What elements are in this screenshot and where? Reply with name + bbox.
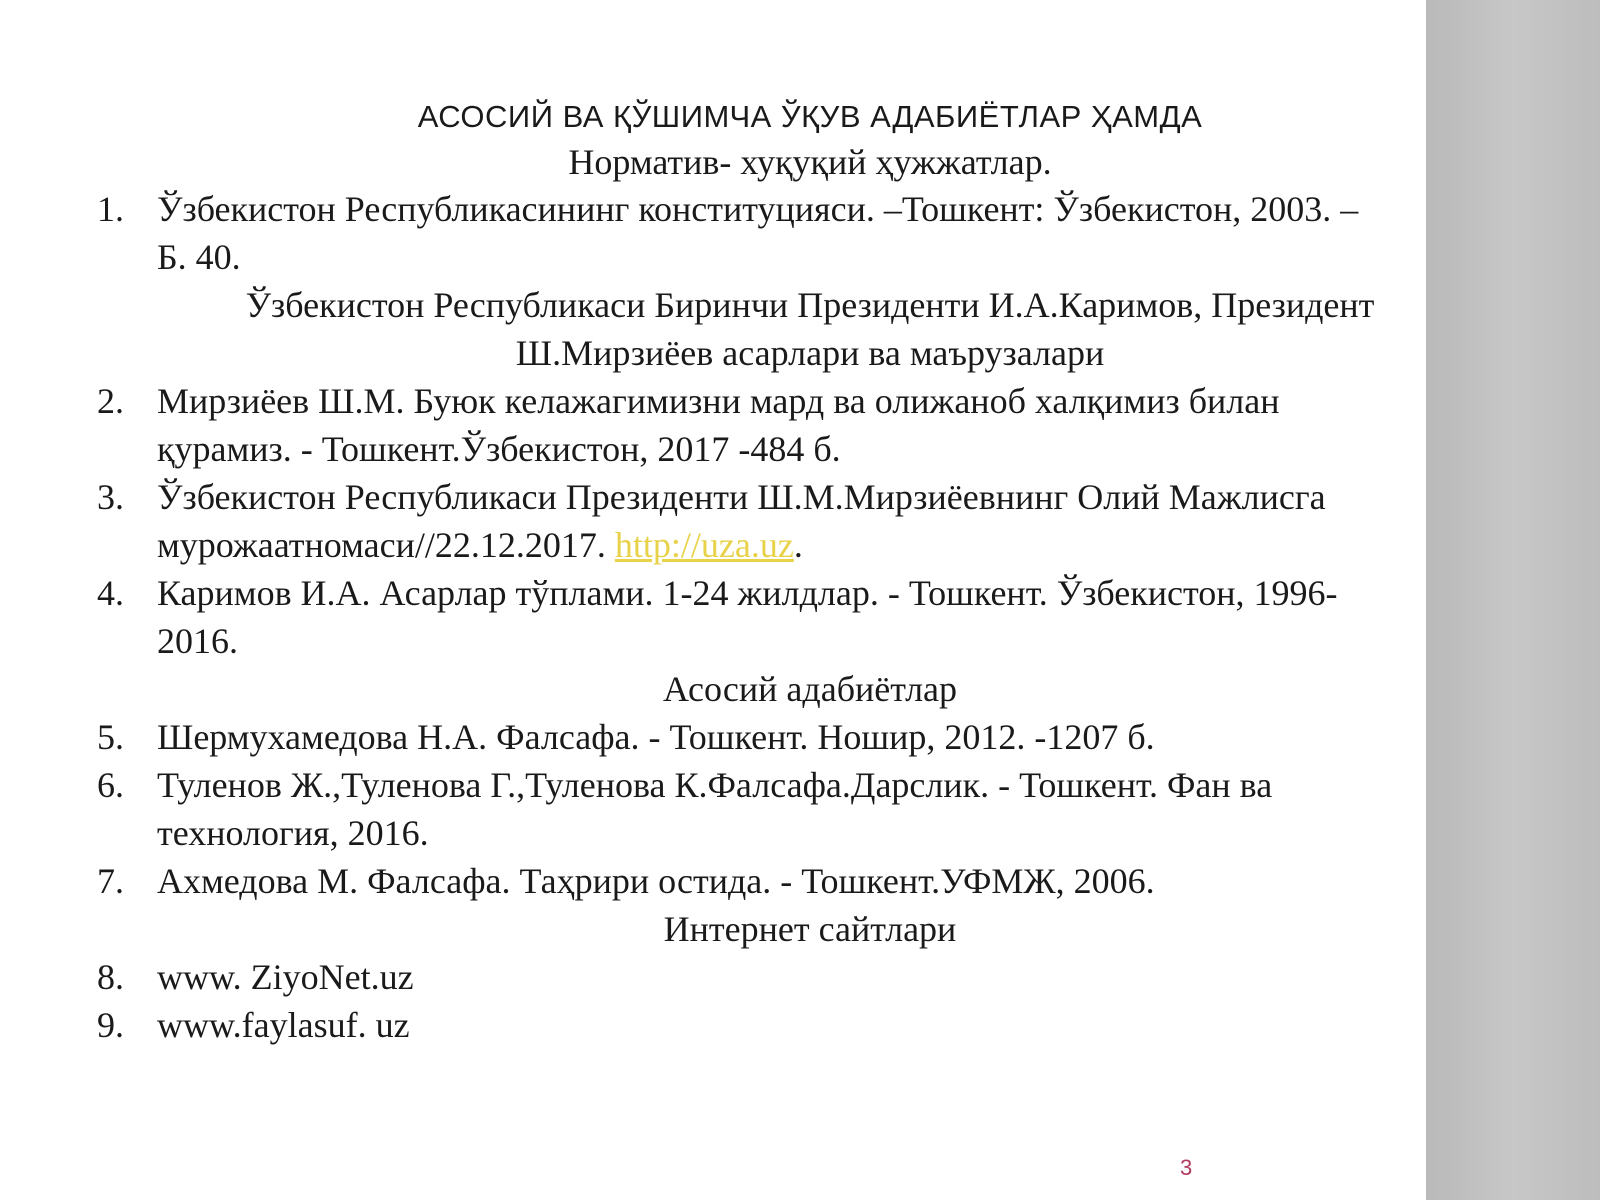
website-link[interactable]: www.faylasuf. uz [157,1005,410,1045]
item-number: 3. [97,477,124,517]
item-text: Мирзиёев Ш.М. Буюк келажагимизни мард ва олижаноб халқимиз билан [157,381,1280,421]
item-text-suffix: . [793,525,803,565]
item-text: Туленов Ж.,Туленова Г.,Туленова К.Фалсафа.Дарслик. - Тошкент. Фан ва [157,765,1273,805]
item-text: Ўзбекистон Республикаси Президенти Ш.М.Мирзиёевнинг Олий Мажлисга [157,477,1326,517]
item-number: 8. [97,957,124,997]
item-text: Ахмедова М. Фалсафа. Таҳрири остида. - Тошкент.УФМЖ, 2006. [157,861,1155,901]
item-number: 7. [97,861,124,901]
item-number: 9. [97,1005,124,1045]
item-text: Каримов И.А. Асарлар тўплами. 1-24 жилдлар. - Тошкент. Ўзбекистон, 1996- [157,573,1338,613]
item-text: Ўзбекистон Республикасининг конституцияси. –Тошкент: Ўзбекистон, 2003. – [157,189,1359,229]
item-number: 2. [97,381,124,421]
item-text-continued: Б. 40. [157,237,241,277]
page-number: 3 [1180,1155,1193,1180]
section-heading-works: Ўзбекистон Республикаси Биринчи Президенти И.А.Каримов, Президент [245,285,1375,325]
item-text-prefix: мурожаатномаси//22.12.2017. [157,525,615,565]
section-heading-internet: Интернет сайтлари [663,909,957,949]
uza-link[interactable]: http://uza.uz [614,525,794,565]
item-text-continued: қурамиз. - Тошкент.Ўзбекистон, 2017 -484 б. [157,429,841,469]
section-heading-main-literature: Асосий адабиётлар [662,669,958,709]
item-number: 5. [97,717,124,757]
item-number: 6. [97,765,124,805]
item-text: Шермухамедова Н.А. Фалсафа. - Тошкент. Ношир, 2012. -1207 б. [157,717,1155,757]
website-link[interactable]: www. ZiyoNet.uz [157,957,414,997]
item-number: 4. [97,573,124,613]
section-heading-works-line2: Ш.Мирзиёев асарлари ва маърузалари [515,333,1105,373]
slide-title: АСОСИЙ ВА ҚЎШИМЧА ЎҚУВ АДАБИЁТЛАР ҲАМДА [417,99,1203,134]
item-text-continued [157,521,803,569]
item-text-continued: 2016. [157,621,238,661]
item-number: 1. [97,189,124,229]
section-heading-normative: Норматив- хуқуқий ҳужжатлар. [568,142,1052,182]
item-text-continued: технология, 2016. [157,813,429,853]
